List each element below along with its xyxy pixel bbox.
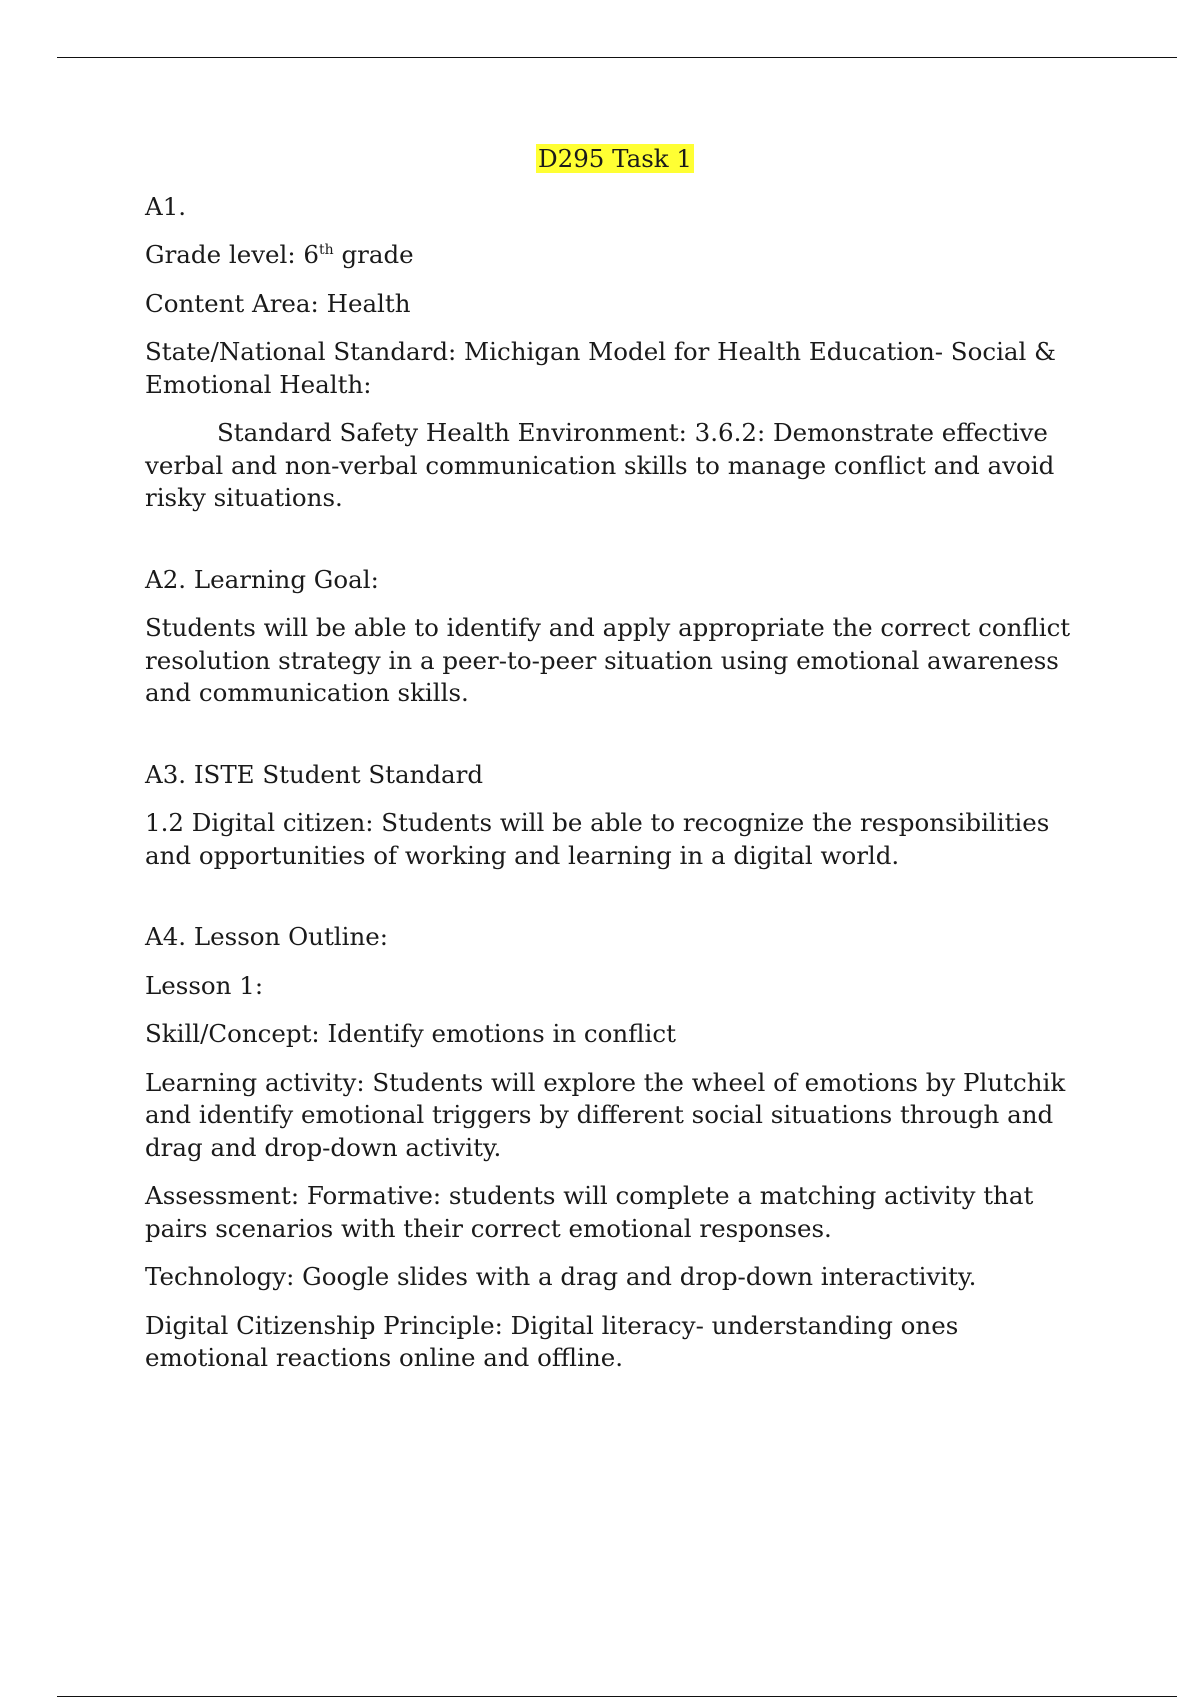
grade-level [145, 239, 1085, 272]
grade-level-prefix: Grade level: 6 [145, 240, 320, 269]
top-rule [57, 57, 1177, 58]
grade-level-suffix: grade [333, 240, 414, 269]
assessment: Assessment: Formative: students will complete a matching activity that pairs scenarios with their correct emotional responses. [145, 1181, 1034, 1243]
skill-concept: Skill/Concept: Identify emotions in conflict [145, 1019, 676, 1048]
state-standard: State/National Standard: Michigan Model for Health Education- Social & Emotional Health: [145, 337, 1056, 399]
digital-citizenship-principle: Digital Citizenship Principle: Digital literacy- understanding ones emotional reactions online and offline. [145, 1310, 959, 1372]
document-title: D295 Task 1 [537, 144, 693, 173]
learning-activity: Learning activity: Students will explore the wheel of emotions by Plutchik and identify emotional triggers by different social situations through and drag and drop-down activity. [145, 1067, 1066, 1162]
iste-standard-text: 1.2 Digital citizen: Students will be able to recognize the responsibilities and opportunities of working and learning in a digital world. [145, 808, 1050, 870]
a4-heading: A4. Lesson Outline: [145, 922, 389, 951]
safety-standard: Standard Safety Health Environment: 3.6.2: Demonstrate effective verbal and non-verbal communication skills to manage conflict and avoid risky situations. [145, 418, 1055, 512]
content-area: Content Area: Health [145, 288, 411, 318]
title-block [145, 143, 1085, 176]
grade-level-superscript: th [319, 241, 334, 258]
technology: Technology: Google slides with a drag and drop-down interactivity. [145, 1262, 977, 1291]
bottom-rule [57, 1696, 1177, 1697]
a2-heading: A2. Learning Goal: [145, 564, 379, 594]
learning-goal-text: Students will be able to identify and apply appropriate the correct conflict resolution strategy in a peer-to-peer situation using emotional awareness and communication skills. [145, 613, 1071, 707]
document-body [145, 143, 1085, 1391]
lesson-label: Lesson 1: [145, 970, 264, 1000]
a1-heading: A1. [145, 191, 187, 221]
a3-heading: A3. ISTE Student Standard [145, 759, 484, 789]
